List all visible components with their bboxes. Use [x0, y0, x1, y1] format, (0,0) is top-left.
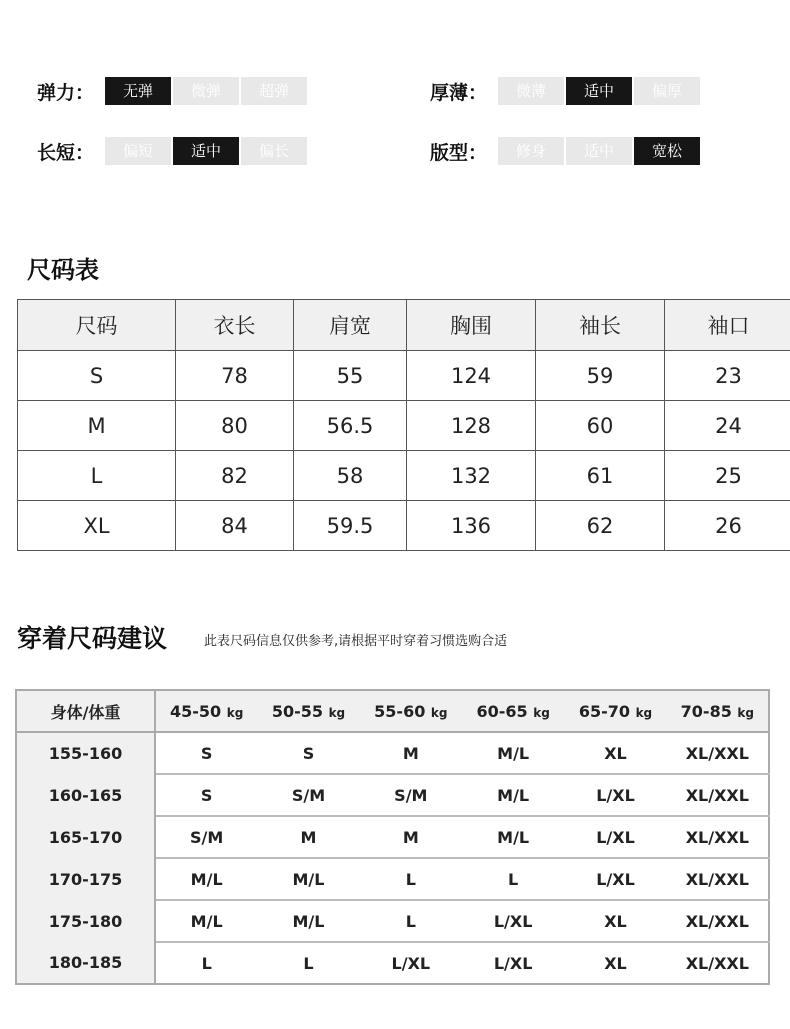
weight-unit: kg — [328, 705, 346, 720]
height-cell: 170-175 — [16, 858, 155, 900]
rec-size-cell: XL — [564, 942, 666, 984]
size-cell: 132 — [407, 451, 536, 501]
rec-size-cell: XL/XXL — [667, 858, 769, 900]
attr-option: 偏短 — [105, 137, 173, 165]
size-cell: 55 — [294, 351, 407, 401]
weight-unit: kg — [737, 705, 754, 720]
table-row — [18, 351, 790, 401]
height-cell: 175-180 — [16, 900, 155, 942]
weight-header — [155, 690, 257, 732]
height-cell: 165-170 — [16, 816, 155, 858]
table-row — [18, 501, 790, 551]
table-row — [16, 942, 769, 984]
attr-label: 长短： — [37, 141, 95, 164]
height-cell: 160-165 — [16, 774, 155, 816]
rec-size-cell: M/L — [257, 858, 359, 900]
rec-size-cell: XL/XXL — [667, 816, 769, 858]
size-cell: 124 — [407, 351, 536, 401]
weight-unit: kg — [430, 705, 448, 720]
table-row — [18, 401, 790, 451]
rec-size-cell: L — [462, 858, 564, 900]
rec-size-cell: S — [200, 743, 213, 763]
size-col-header: 袖长 — [536, 300, 665, 351]
attr-option: 适中 — [566, 137, 634, 165]
attr-option: 宽松 — [634, 137, 702, 165]
attr-option: 修身 — [498, 137, 566, 165]
weight-range: 60-65 — [476, 701, 528, 721]
attr-option: 无弹 — [105, 77, 173, 105]
rec-size-cell: M — [257, 816, 359, 858]
attr-fit — [430, 137, 702, 165]
size-col-header: 袖口 — [665, 300, 790, 351]
size-cell: 59.5 — [294, 501, 407, 551]
attr-label: 版型： — [430, 141, 488, 164]
size-table — [17, 299, 790, 551]
size-cell: 80 — [176, 401, 294, 451]
attr-option: 微薄 — [498, 77, 566, 105]
rec-size-cell: XL — [604, 743, 627, 763]
rec-size-cell: XL — [564, 900, 666, 942]
attr-option: 偏厚 — [634, 77, 702, 105]
recommendation-note: 此表尺码信息仅供参考,请根据平时穿着习惯选购合适 — [204, 634, 508, 649]
size-cell: 128 — [407, 401, 536, 451]
rec-corner-header: 身体/体重 — [16, 690, 155, 732]
size-col-header: 衣长 — [176, 300, 294, 351]
attr-length — [37, 137, 309, 165]
table-row — [16, 732, 769, 774]
weight-header — [667, 690, 769, 732]
table-row — [16, 816, 769, 858]
rec-size-cell: L — [360, 900, 462, 942]
attr-label: 厚薄： — [430, 81, 488, 104]
rec-size-cell: L/XL — [360, 942, 462, 984]
size-cell: L — [18, 451, 176, 501]
rec-size-cell: L — [360, 858, 462, 900]
weight-header — [462, 690, 564, 732]
recommendation-table — [15, 689, 770, 985]
rec-size-cell: XL/XXL — [685, 743, 749, 763]
rec-size-cell: L/XL — [564, 816, 666, 858]
table-row — [16, 774, 769, 816]
rec-size-cell: M — [402, 743, 419, 763]
rec-size-cell: S/M — [155, 816, 257, 858]
rec-size-cell: M/L — [462, 816, 564, 858]
table-row — [16, 900, 769, 942]
size-cell: M — [18, 401, 176, 451]
rec-size-cell: XL/XXL — [667, 900, 769, 942]
weight-range: 45-50 — [170, 701, 222, 721]
rec-size-cell: L/XL — [462, 900, 564, 942]
rec-size-cell: L/XL — [462, 942, 564, 984]
size-cell: 59 — [536, 351, 665, 401]
table-row — [18, 451, 790, 501]
weight-header — [564, 690, 666, 732]
size-cell: XL — [18, 501, 176, 551]
rec-size-cell: L — [257, 942, 359, 984]
size-cell: 56.5 — [294, 401, 407, 451]
size-cell: 23 — [665, 351, 790, 401]
size-cell: 84 — [176, 501, 294, 551]
size-cell: 136 — [407, 501, 536, 551]
rec-size-cell: M — [360, 816, 462, 858]
rec-size-cell: L — [155, 942, 257, 984]
rec-size-cell: M/L — [155, 900, 257, 942]
weight-unit: kg — [226, 705, 244, 720]
size-cell: 24 — [665, 401, 790, 451]
size-cell: 61 — [536, 451, 665, 501]
attr-option: 适中 — [173, 137, 241, 165]
size-cell: 58 — [294, 451, 407, 501]
table-row — [16, 858, 769, 900]
rec-size-cell: XL/XXL — [667, 942, 769, 984]
rec-size-cell: M/L — [257, 900, 359, 942]
size-cell: 60 — [536, 401, 665, 451]
size-cell: 62 — [536, 501, 665, 551]
height-cell: 180-185 — [16, 942, 155, 984]
attr-elasticity — [37, 77, 309, 105]
rec-size-cell: S/M — [257, 774, 359, 816]
weight-range: 70-85 — [680, 701, 732, 721]
weight-unit: kg — [533, 705, 550, 720]
rec-size-cell: M/L — [497, 743, 530, 763]
weight-range: 55-60 — [374, 701, 426, 721]
height-cell: 155-160 — [16, 732, 155, 774]
attr-option: 偏长 — [241, 137, 309, 165]
size-cell: 82 — [176, 451, 294, 501]
rec-header-row — [16, 690, 769, 732]
weight-range: 65-70 — [578, 701, 630, 721]
size-col-header: 尺码 — [18, 300, 176, 351]
rec-size-cell: M/L — [462, 774, 564, 816]
attr-label: 弹力： — [37, 81, 95, 104]
size-cell: 26 — [665, 501, 790, 551]
rec-size-cell: S — [155, 774, 257, 816]
attr-option: 超弹 — [241, 77, 309, 105]
rec-size-cell: M/L — [155, 858, 257, 900]
size-cell: 25 — [665, 451, 790, 501]
size-table-title: 尺码表 — [27, 256, 99, 284]
size-col-header: 胸围 — [407, 300, 536, 351]
rec-size-cell: S — [302, 743, 315, 763]
weight-header — [257, 690, 359, 732]
rec-size-cell: L/XL — [564, 858, 666, 900]
weight-header — [360, 690, 462, 732]
weight-unit: kg — [635, 705, 653, 720]
size-cell: 78 — [176, 351, 294, 401]
attr-option: 微弹 — [173, 77, 241, 105]
attr-option: 适中 — [566, 77, 634, 105]
attr-thickness — [430, 77, 702, 105]
rec-size-cell: XL/XXL — [667, 774, 769, 816]
size-cell: S — [18, 351, 176, 401]
size-table-header-row — [18, 300, 790, 351]
size-col-header: 肩宽 — [294, 300, 407, 351]
rec-size-cell: L/XL — [564, 774, 666, 816]
weight-range: 50-55 — [271, 701, 323, 721]
rec-size-cell: S/M — [360, 774, 462, 816]
recommendation-title: 穿着尺码建议 — [17, 624, 168, 653]
